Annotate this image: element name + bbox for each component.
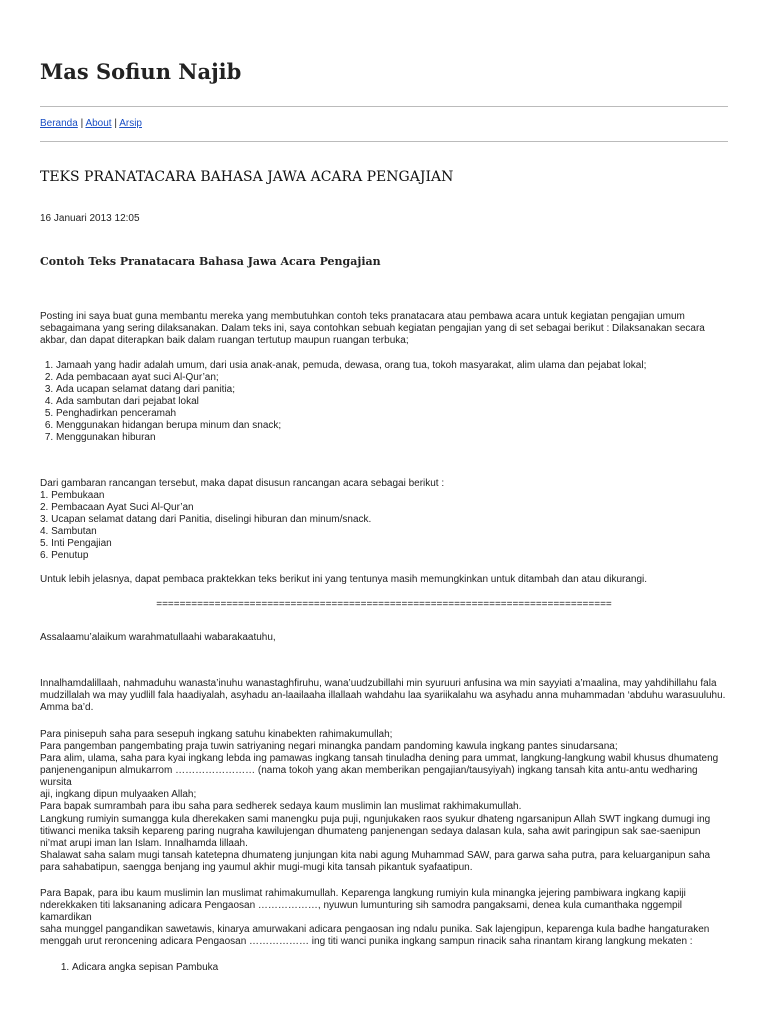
text-line: mudzillalah wa may yudlill fala haadiyalah, asyhadu an-laailaaha illallaah wahdahu laa syariikalahu wa asyhadu anna muhammadan ‘abduhu warasuuluhu.: [40, 690, 726, 701]
text-line: Amma ba’d.: [40, 702, 94, 713]
text-line: menggah urut reroncening adicara Pengaosan ……………… ing titi wanci punika ingkang sampun rinacik saha rinantam kirang langkung mekaten :: [40, 936, 693, 947]
greeting-paragraph: Assalaamu’alaikum warahmatullaahi wabarakaatuhu,: [40, 632, 276, 643]
text-line: para sahabatipun, saengga benjang ing yaumul akhir mugi-mugi kita tansah pikantuk syafaatipun.: [40, 862, 473, 873]
text-line: Posting ini saya buat guna membantu mereka yang membutuhkan contoh teks pranatacara atau pembawa acara untuk kegiatan pengajian umum: [40, 311, 685, 322]
text-line: saha munggel pangandikan sawetawis, kinarya amurwakani adicara pengaosan ing ndalu punika. Sak lajengipun, keparenga kula badhe hangaturaken: [40, 924, 710, 935]
text-line: panjenenganipun almukarrom …………………… (nama tokoh yang akan memberikan pengajian/tausyiyah) ingkang tansah kita antu-antu wedharing wursita: [40, 765, 698, 788]
text-line: Para Bapak, para ibu kaum muslimin lan muslimat rahimakumullah. Keparenga langkung rumiyin kula minangka jejering pambiwara ingkang kapiji: [40, 888, 686, 899]
text-line: 5. Inti Pengajian: [40, 538, 112, 549]
text-line: aji, ingkang dipun mulyaaken Allah;: [40, 789, 197, 800]
intro-paragraph: [40, 311, 730, 347]
header-divider-top: [40, 106, 728, 107]
text-line: Shalawat saha salam mugi tansah katetepna dhumateng junjungan kita nabi agung Muhammad SAW, para garwa saha putra, para keluarganipun saha: [40, 850, 711, 861]
text-line: Langkung rumiyin sumangga kula dherekaken sami manengku puja puji, ngunjukaken raos syukur dhateng ngarsanipun Allah SWT ingkang dumugi ing: [40, 814, 711, 825]
list-item: 4. Ada sambutan dari pejabat lokal: [56, 396, 746, 408]
text-line: 2. Pembacaan Ayat Suci Al-Qur’an: [40, 502, 194, 513]
text-line: nderekkaken titi laksananing adicara Pengaosan ………………, nyuwun lumunturing sih samodra pangaksami, denea kula cumanthaka nggempil kamardikan: [40, 900, 683, 923]
nav-separator: |: [80, 118, 84, 129]
text-line: sebagaimana yang sering dilaksanakan. Dalam teks ini, saya contohkan sebuah kegiatan pengajian yang di set sebagai berikut : Dilaksanakan secara: [40, 323, 705, 334]
list-item: 6. Menggunakan hidangan berupa minum dan snack;: [56, 420, 746, 432]
nav-link-arsip[interactable]: Arsip: [119, 118, 142, 129]
list-item: 1. Adicara angka sepisan Pambuka: [72, 962, 762, 974]
text-line: 1. Pembukaan: [40, 490, 105, 501]
text-line: 4. Sambutan: [40, 526, 97, 537]
list-item: 7. Menggunakan hiburan: [56, 432, 746, 444]
text-line: Para pangemban pangembating praja tuwin satriyaning negari minangka pandam pandoming kawula ingkang pantes sinudarsana;: [40, 741, 618, 752]
opening-prayer-paragraph: [40, 678, 730, 714]
program-list: [56, 962, 762, 974]
text-line: Para pinisepuh saha para sesepuh ingkang satuhu kinabekten rahimakumullah;: [40, 729, 393, 740]
nav-link-about[interactable]: About: [85, 118, 112, 129]
nav-link-beranda[interactable]: Beranda: [40, 118, 78, 129]
header-divider-bottom: [40, 141, 728, 142]
gratitude-paragraph: [40, 814, 730, 874]
text-line: 3. Ucapan selamat datang dari Panitia, diselingi hiburan dan minum/snack.: [40, 514, 372, 525]
text-line: Para bapak sumrambah para ibu saha para sedherek sedaya kaum muslimin lan muslimat rakhimakumullah.: [40, 801, 522, 812]
program-intro-paragraph: [40, 888, 730, 948]
text-line: titiwanci menika taksih kepareng paring nugraha kawilujengan dhumateng panjenengan sedaya dalasan kula, saha awit paringipun sak sae-saenipun: [40, 826, 701, 837]
site-title[interactable]: Mas Sofiun Najib: [40, 59, 242, 84]
text-divider: ==============================================================================: [156, 599, 612, 610]
note-paragraph: Untuk lebih jelasnya, dapat pembaca praktekkan teks berikut ini yang tentunya masih memungkinkan untuk ditambah dan atau dikurangi.: [40, 574, 648, 585]
text-line: Dari gambaran rancangan tersebut, maka dapat disusun rancangan acara sebagai berikut :: [40, 478, 445, 489]
post-subtitle: Contoh Teks Pranatacara Bahasa Jawa Acara Pengajian: [40, 255, 381, 268]
list-item: 3. Ada ucapan selamat datang dari panitia;: [56, 384, 746, 396]
event-criteria-list: [40, 360, 746, 444]
text-line: Para alim, ulama, saha para kyai ingkang lebda ing pamawas ingkang tansah tinuladha dening para ummat, langkung-langkung wabil khusus dhumateng: [40, 753, 719, 764]
list-item: 1. Jamaah yang hadir adalah umum, dari usia anak-anak, pemuda, dewasa, orang tua, tokoh masyarakat, alim ulama dan pejabat lokal;: [56, 360, 746, 372]
text-line: ni’mat arupi iman lan Islam. Innalhamda lillaah.: [40, 838, 248, 849]
list-item: 5. Penghadirkan penceramah: [56, 408, 746, 420]
nav-bar: [40, 118, 142, 130]
text-line: 6. Penutup: [40, 550, 89, 561]
text-line: Innalhamdalillaah, nahmaduhu wanasta’inuhu wanastaghfiruhu, wana’uudzubillahi min syuruuri anfusina wa min sayyiati a’maalina, may yahdihillahu fala: [40, 678, 717, 689]
text-line: akbar, dan dapat diterapkan baik dalam ruangan tertutup maupun ruangan terbuka;: [40, 335, 409, 346]
post-date: 16 Januari 2013 12:05: [40, 213, 140, 224]
salutation-paragraph: [40, 729, 730, 813]
nav-separator: |: [114, 118, 117, 129]
post-title: TEKS PRANATACARA BAHASA JAWA ACARA PENGAJIAN: [40, 169, 454, 185]
agenda-paragraph: [40, 478, 730, 562]
list-item: 2. Ada pembacaan ayat suci Al-Qur’an;: [56, 372, 746, 384]
